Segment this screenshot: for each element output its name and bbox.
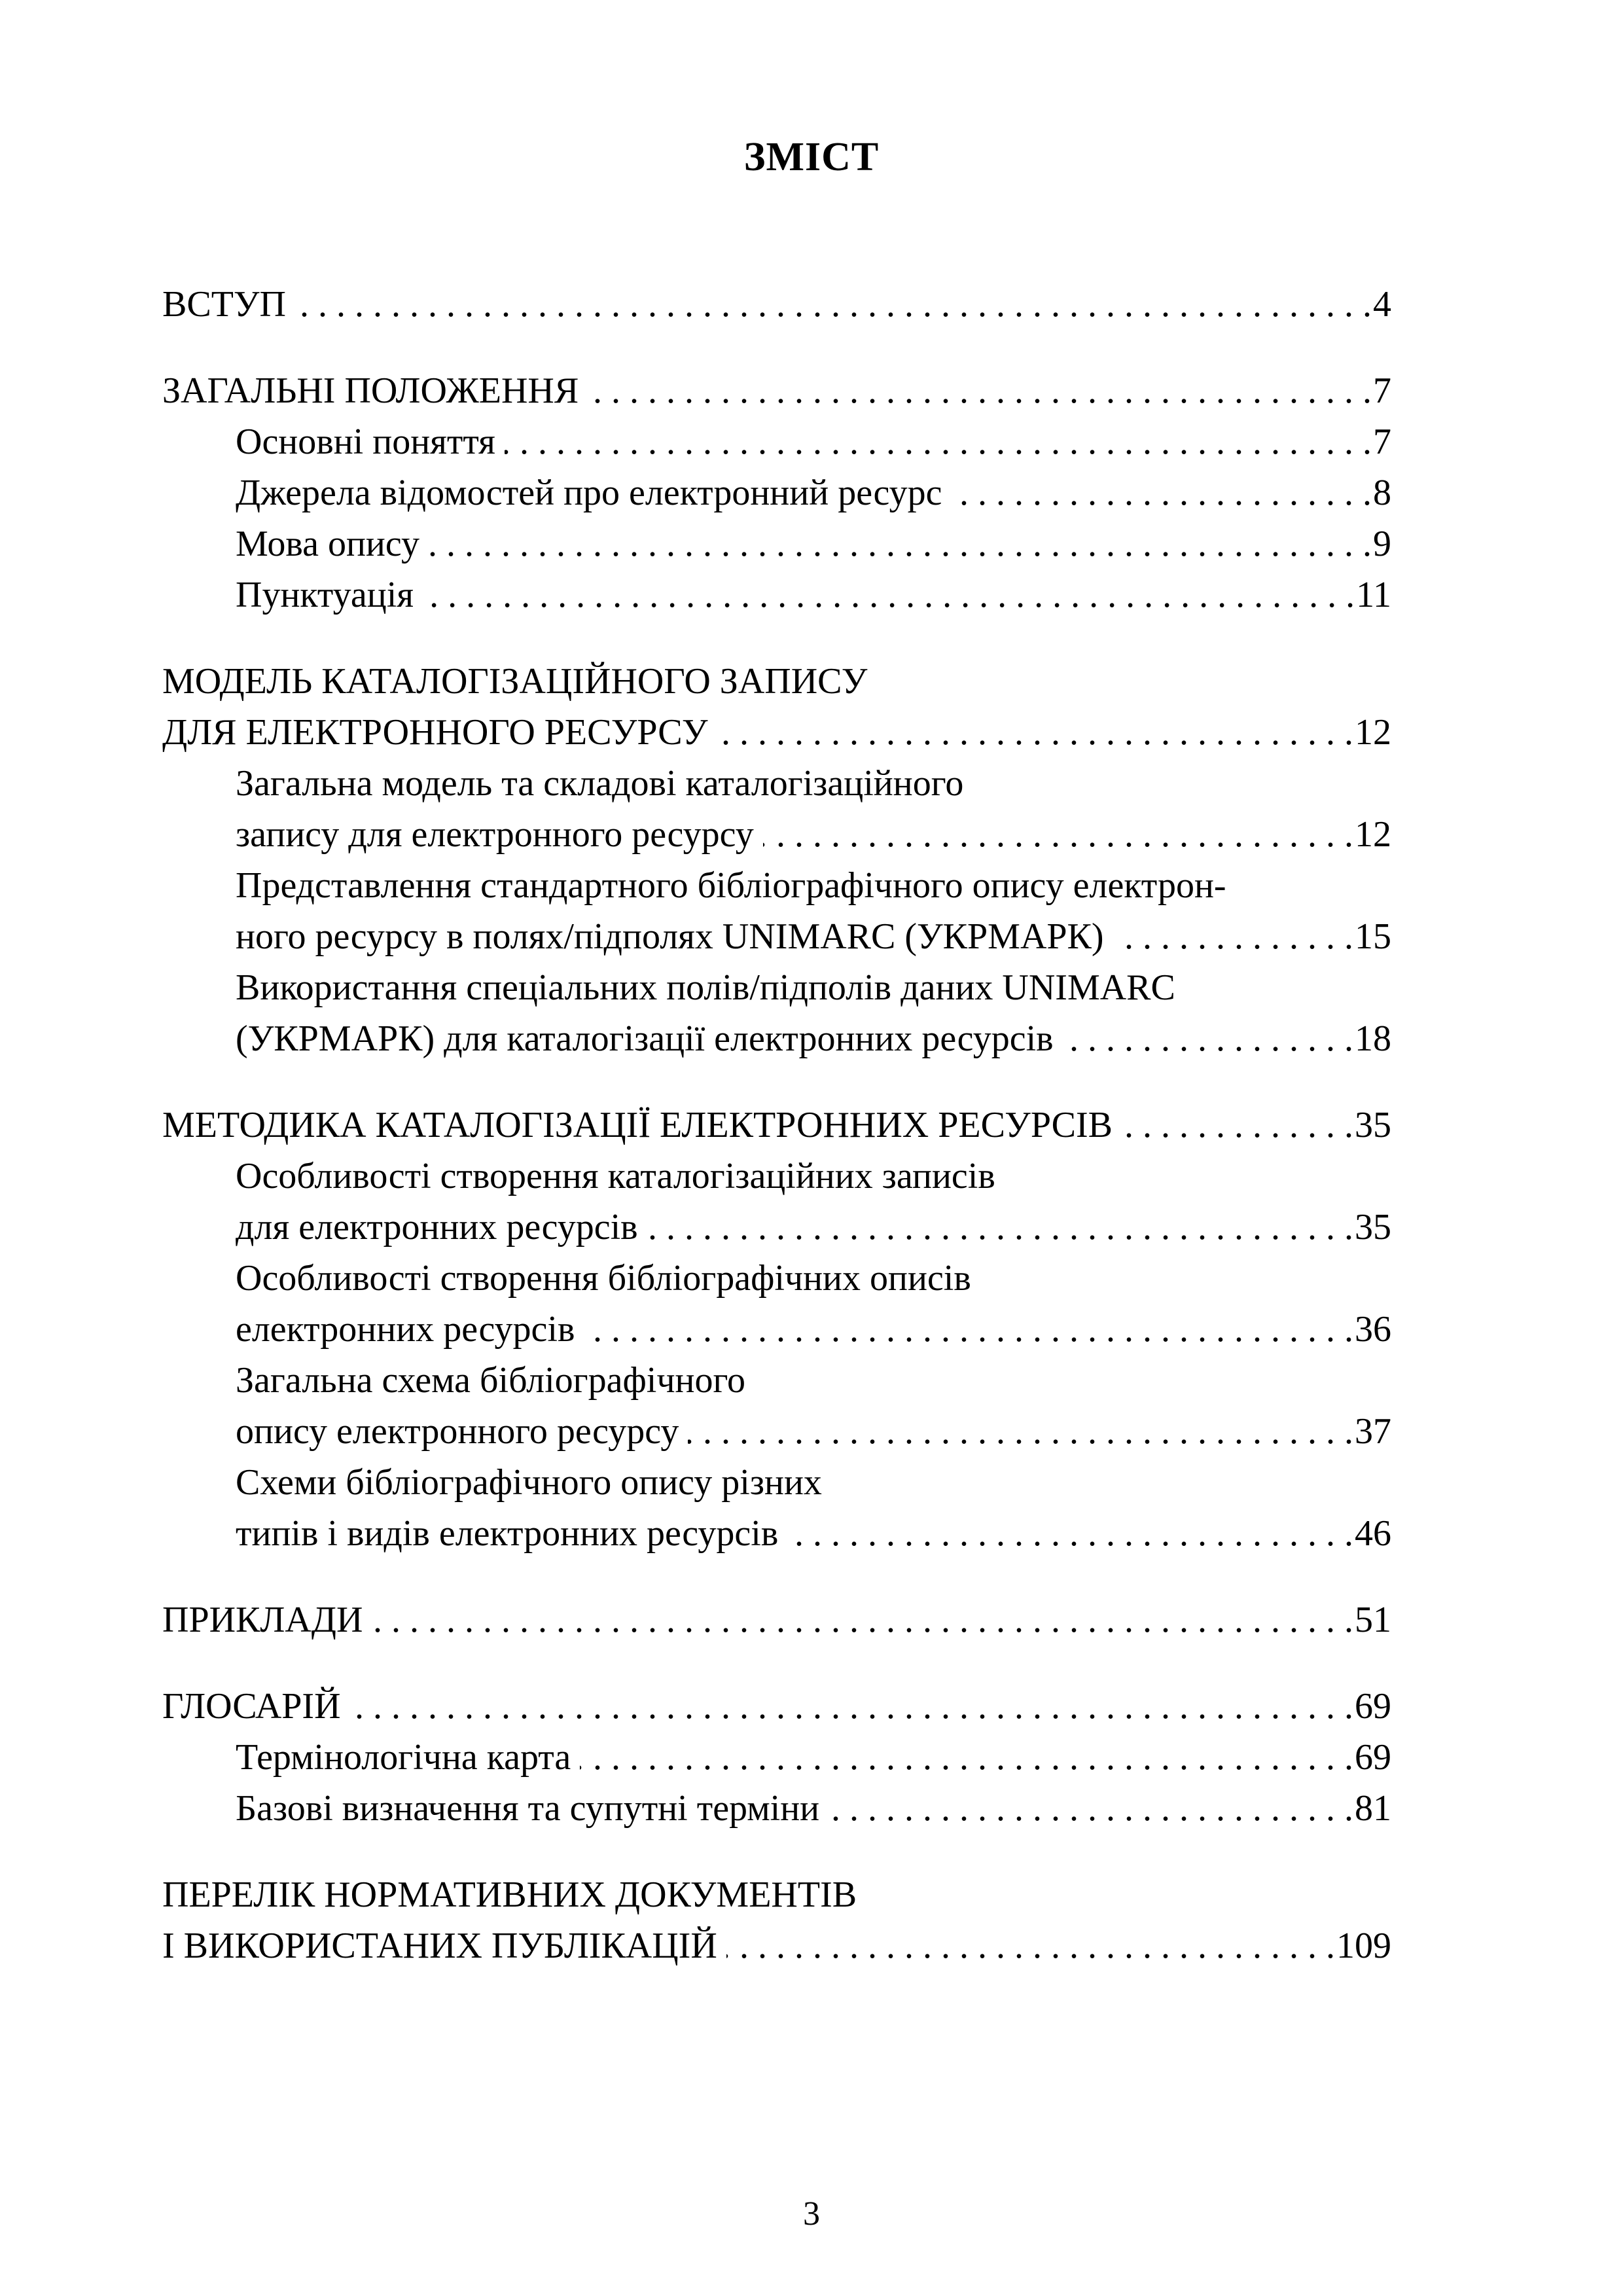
toc-item-label: Термінологічна карта [236,1737,571,1778]
toc-entry [162,1100,1391,1151]
toc-item-label: Представлення стандартного бібліографічного опису електрон- [236,865,1226,906]
dot-leader [588,365,1372,416]
toc-line [236,569,1391,620]
dot-leader [951,467,1372,518]
toc-item-label: Пунктуація [236,575,414,615]
toc-item-label: запису для електронного ресурсу [236,814,754,855]
toc-entry [162,279,1391,330]
toc-entry [162,365,1391,416]
toc-line [162,1920,1391,1971]
toc-line [236,1732,1391,1783]
toc-item-label: Загальна модель та складові каталогізаційного [236,763,964,804]
toc-line [162,1681,1391,1732]
toc-item-label: Використання спеціальних полів/підполів даних UNIMARC [236,967,1175,1008]
dot-leader [787,1508,1353,1559]
dot-leader [829,1783,1353,1834]
toc-page-number: 35 [1355,1105,1391,1145]
toc-item-label: ПРИКЛАДИ [162,1600,363,1640]
dot-leader [429,518,1372,569]
dot-leader [717,707,1353,758]
toc-list [162,279,1391,1971]
dot-leader [647,1202,1353,1253]
toc-page-number: 12 [1355,814,1391,855]
toc-page-number: 51 [1355,1600,1391,1640]
toc-item-label: ГЛОСАРІЙ [162,1686,341,1727]
toc-line [236,758,1391,809]
toc-entry [162,1869,1391,1971]
dot-leader [688,1406,1353,1457]
toc-item-label: Загальна схема бібліографічного [236,1360,746,1401]
toc-line [236,1457,1391,1508]
toc-page-number: 109 [1336,1926,1391,1966]
toc-line [162,656,1391,707]
toc-page-number: 69 [1355,1737,1391,1778]
toc-page-number: 36 [1355,1309,1391,1350]
dot-leader [423,569,1355,620]
toc-item-label: електронних ресурсів [236,1309,575,1350]
toc-page-number: 35 [1355,1207,1391,1247]
toc-line [236,1304,1391,1355]
toc-page-number: 7 [1373,422,1391,462]
toc-line [162,279,1391,330]
toc-line [236,518,1391,569]
toc-entry [162,1457,1391,1559]
toc-item-label: Базові визначення та супутні терміни [236,1788,820,1829]
dot-leader [295,279,1372,330]
dot-leader [763,809,1353,860]
toc-item-label: Мова опису [236,524,420,564]
toc-item-label: МОДЕЛЬ КАТАЛОГІЗАЦІЙНОГО ЗАПИСУ [162,661,868,702]
toc-line [162,707,1391,758]
dot-leader [1113,911,1353,962]
dot-leader [1063,1013,1353,1064]
toc-page-number: 11 [1356,575,1391,615]
toc-item-label: ного ресурсу в полях/підполях UNIMARC (УКРМАРК) [236,916,1104,957]
toc-entry [162,416,1391,467]
toc-page-number: 46 [1355,1513,1391,1554]
toc-line [236,1013,1391,1064]
toc-page-number: 4 [1373,284,1391,325]
toc-page-number: 7 [1373,370,1391,411]
dot-leader [580,1732,1353,1783]
toc-item-label: ВСТУП [162,284,286,325]
footer-page-number: 3 [803,2195,820,2233]
toc-line [236,962,1391,1013]
toc-item-label: Основні поняття [236,422,495,462]
toc-entry [162,569,1391,620]
toc-entry [162,860,1391,962]
toc-item-label: типів і видів електронних ресурсів [236,1513,779,1554]
toc-entry [162,1732,1391,1783]
toc-item-label: (УКРМАРК) для каталогізації електронних ресурсів [236,1018,1054,1059]
toc-line [162,1869,1391,1920]
toc-line [236,860,1391,911]
toc-page-number: 15 [1355,916,1391,957]
toc-entry [162,467,1391,518]
toc-line [236,809,1391,860]
toc-page-number: 69 [1355,1686,1391,1727]
toc-item-label: МЕТОДИКА КАТАЛОГІЗАЦІЇ ЕЛЕКТРОННИХ РЕСУРСІВ [162,1105,1113,1145]
toc-line [236,1151,1391,1202]
toc-line [236,416,1391,467]
toc-page-number: 8 [1373,473,1391,513]
toc-item-label: ПЕРЕЛІК НОРМАТИВНИХ ДОКУМЕНТІВ [162,1874,857,1915]
toc-page-number: 9 [1373,524,1391,564]
toc-entry [162,1594,1391,1645]
toc-item-label: І ВИКОРИСТАНИХ ПУБЛІКАЦІЙ [162,1926,717,1966]
toc-line [162,1594,1391,1645]
toc-line [162,1100,1391,1151]
toc-line [236,1406,1391,1457]
dot-leader [372,1594,1353,1645]
toc-item-label: Особливості створення бібліографічних описів [236,1258,971,1299]
toc-item-label: Джерела відомостей про електронний ресурс [236,473,942,513]
toc-line [236,1202,1391,1253]
dot-leader [584,1304,1353,1355]
toc-line [236,1253,1391,1304]
toc-entry [162,962,1391,1064]
toc-item-label: для електронних ресурсів [236,1207,638,1247]
toc-line [236,1355,1391,1406]
toc-item-label: ДЛЯ ЕЛЕКТРОННОГО РЕСУРСУ [162,712,708,753]
toc-item-label: Схеми бібліографічного опису різних [236,1462,822,1503]
toc-entry [162,1253,1391,1355]
toc-line [236,1783,1391,1834]
page-title: ЗМІСТ [743,135,880,179]
dot-leader [726,1920,1335,1971]
toc-page-number: 37 [1355,1411,1391,1452]
dot-leader [505,416,1372,467]
toc-entry [162,758,1391,860]
toc-item-label: опису електронного ресурсу [236,1411,679,1452]
toc-entry [162,1355,1391,1457]
toc-entry [162,1151,1391,1253]
toc-line [236,1508,1391,1559]
toc-entry [162,518,1391,569]
toc-item-label: Особливості створення каталогізаційних записів [236,1156,995,1196]
toc-entry [162,1681,1391,1732]
dot-leader [1122,1100,1353,1151]
toc-page-number: 12 [1355,712,1391,753]
dot-leader [350,1681,1353,1732]
toc-item-label: ЗАГАЛЬНІ ПОЛОЖЕННЯ [162,370,579,411]
toc-page-number: 18 [1355,1018,1391,1059]
toc-page-number: 81 [1355,1788,1391,1829]
toc-entry [162,1783,1391,1834]
toc-entry [162,656,1391,758]
toc-line [236,467,1391,518]
toc-line [162,365,1391,416]
toc-line [236,911,1391,962]
